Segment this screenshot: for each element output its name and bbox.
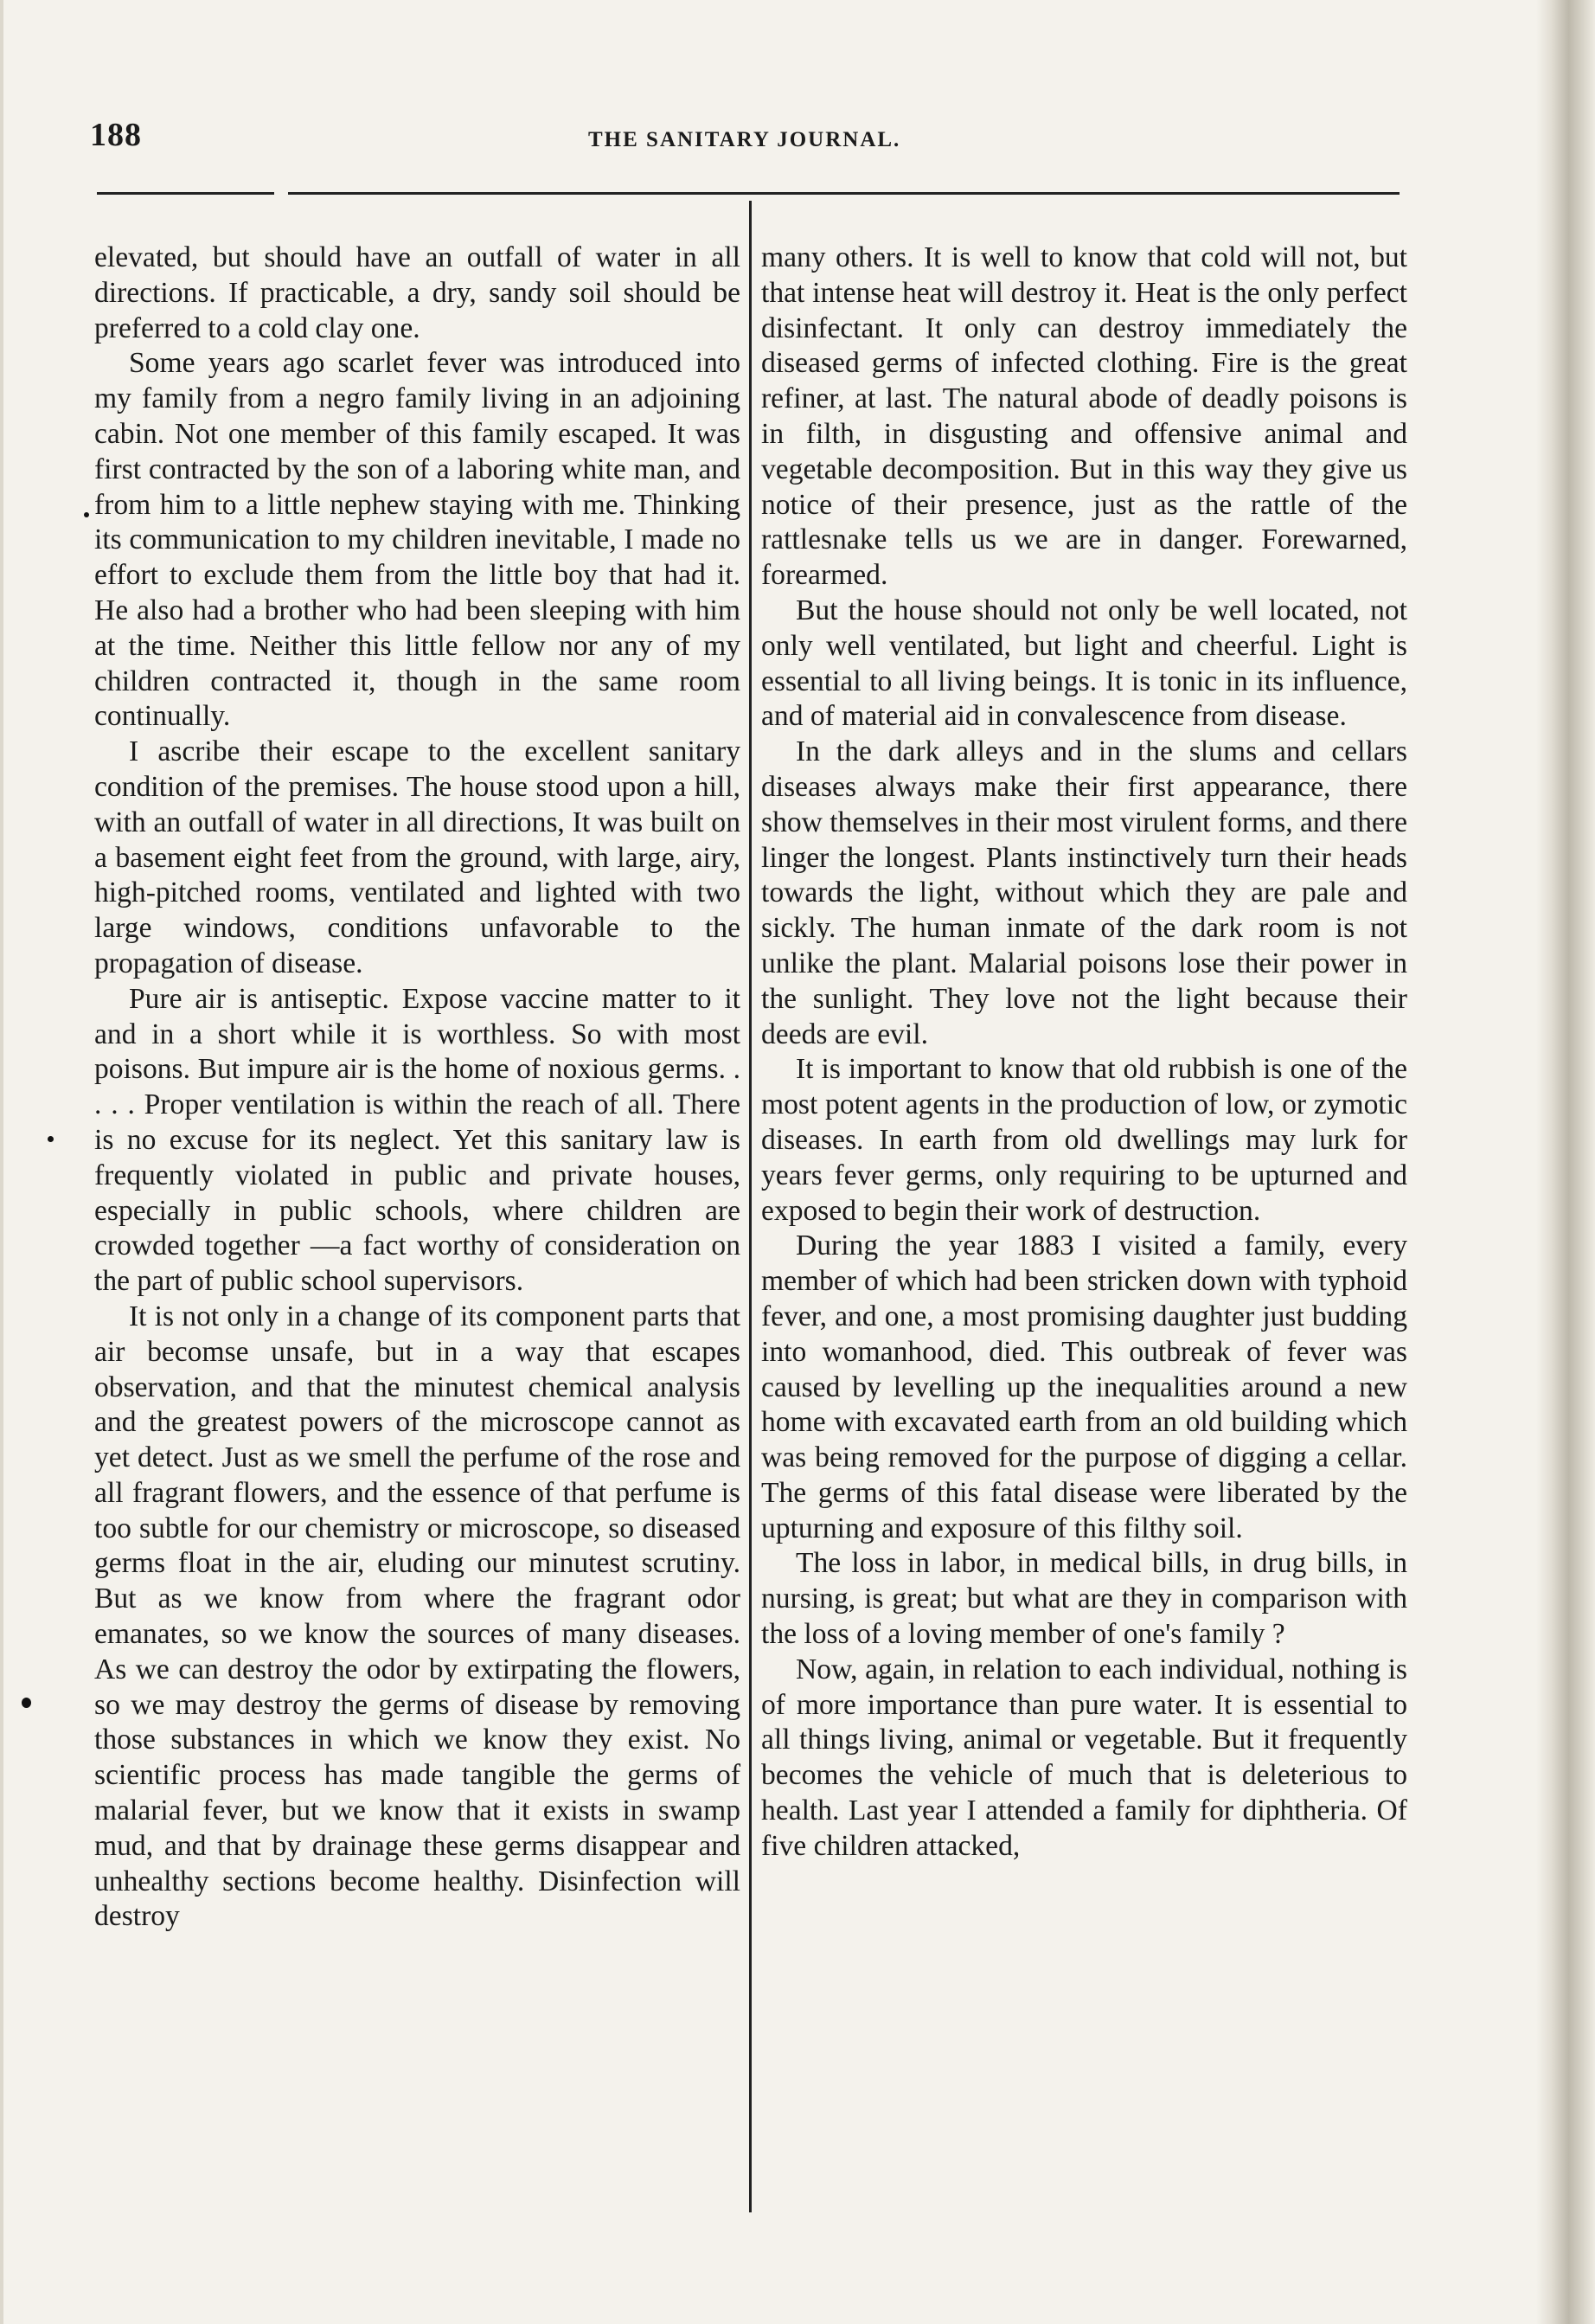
paragraph: Pure air is antiseptic. Expose vaccine matter to it and in a short while it is worthless. So with most poisons. But impure air is the home of noxious germs. . . . . Proper ventilation is within the reach of all. There is no excuse for its neglect. Yet this sanitary law is frequently violated in public and private houses, especially in public schools, where children are crowded together —a fact worthy of consideration on the part of public school supervisors. <box>94 982 740 1298</box>
ink-speck <box>22 1698 31 1708</box>
paragraph: elevated, but should have an outfall of water in all directions. If practicable, a dry, sandy soil should be preferred to a cold clay one. <box>94 241 740 344</box>
paragraph: I ascribe their escape to the excellent sanitary condition of the premises. The house stood upon a hill, with an outfall of water in all directions, It was built on a basement eight feet from the ground, with large, airy, high-pitched rooms, ventilated and lighted with two large windows, conditions unfavorable to the propagation of disease. <box>94 735 740 979</box>
left-column <box>94 241 740 1935</box>
column-divider <box>749 201 752 2212</box>
paragraph: Now, again, in relation to each individual, nothing is of more importance than pure water. It is essential to all things living, animal or vegetable. But it frequently becomes the vehicle of much that is deleterious to health. Last year I attended a family for diphtheria. Of five children attacked, <box>761 1653 1407 1862</box>
page-number: 188 <box>90 117 142 153</box>
header-rule-long <box>288 192 1400 195</box>
paragraph: But the house should not only be well located, not only well ventilated, but light and cheerful. Light is essential to all living beings. It is tonic in its influence, and of material aid in convalescence from disease. <box>761 594 1407 733</box>
paragraph: many others. It is well to know that cold will not, but that intense heat will destroy it. Heat is the only perfect disinfectant. It only can destroy immediately the diseased germs of infected clothing. Fire is the great refiner, at last. The natural abode of deadly poisons is in filth, in disgusting and offensive animal and vegetable decomposition. But in this way they give us notice of their presence, just as the rattle of the rattlesnake tells us we are in danger. Forewarned, forearmed. <box>761 241 1407 592</box>
page-left-edge <box>0 0 3 2324</box>
paragraph: In the dark alleys and in the slums and cellars diseases always make their first appearance, there show themselves in their most virulent forms, and there linger the longest. Plants instinctively turn their heads towards the light, without which they are pale and sickly. The human inmate of the dark room is not unlike the plant. Malarial poisons lose their power in the sunlight. They love not the light because their deeds are evil. <box>761 735 1407 1050</box>
paragraph: It is not only in a change of its component parts that air becomse unsafe, but in a way that escapes observation, and that the minutest chemical analysis and the greatest powers of the microscope cannot as yet detect. Just as we smell the perfume of the rose and all fragrant flowers, and the essence of that perfume is too subtle for our chemistry or microscope, so diseased germs float in the air, eluding our minutest scrutiny. But as we know from where the fragrant odor emanates, so we know the sources of many diseases. As we can destroy the odor by extirpating the flowers, so we may destroy the germs of disease by removing those substances in which we know they exist. No scientific process has made tangible the germs of malarial fever, but we know that it exists in swamp mud, and that by drainage these germs disappear and unhealthy sections become healthy. Disinfection will destroy <box>94 1300 740 1933</box>
ink-speck <box>48 1136 54 1142</box>
page-right-edge-shadow <box>1536 0 1595 2324</box>
ink-speck <box>84 512 89 517</box>
paragraph: During the year 1883 I visited a family, every member of which had been stricken down with typhoid fever, and one, a most promising daughter just budding into womanhood, died. This outbreak of fever was caused by levelling up the inequalities around a new home with excavated earth from an old building which was being removed for the purpose of digging a cellar. The germs of this fatal disease were liberated by the upturning and exposure of this filthy soil. <box>761 1229 1407 1544</box>
paragraph: The loss in labor, in medical bills, in drug bills, in nursing, is great; but what are they in comparison with the loss of a loving member of one's family ? <box>761 1547 1407 1651</box>
paragraph: Some years ago scarlet fever was introduced into my family from a negro family living in an adjoining cabin. Not one member of this family escaped. It was first contracted by the son of a laboring white man, and from him to a little nephew staying with me. Thinking its communication to my children inevitable, I made no effort to exclude them from the little boy that had it. He also had a brother who had been sleeping with him at the time. Neither this little fellow nor any of my children contracted it, though in the same room continually. <box>94 347 740 733</box>
right-column <box>761 241 1407 1865</box>
running-head-title: THE SANITARY JOURNAL. <box>588 128 901 151</box>
header-rule-short <box>97 192 274 195</box>
paragraph: It is important to know that old rubbish is one of the most potent agents in the production of low, or zymotic diseases. In earth from old dwellings may lurk for years fever germs, only requiring to be upturned and exposed to begin their work of destruction. <box>761 1053 1407 1227</box>
